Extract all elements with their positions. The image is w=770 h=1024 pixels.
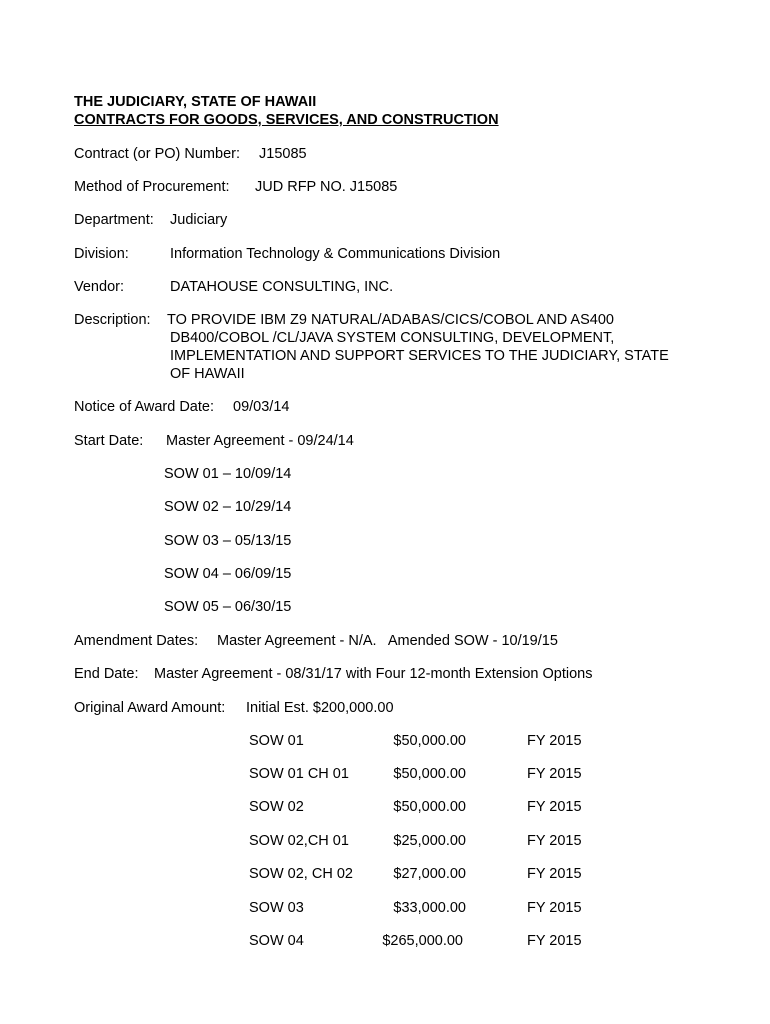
award-item: SOW 02,CH 01	[249, 833, 349, 849]
award-amount: $50,000.00	[393, 766, 466, 782]
start-date-sow: SOW 01 – 10/09/14	[164, 466, 292, 482]
procurement-method-label: Method of Procurement:	[74, 179, 230, 195]
amendment-dates-label: Amendment Dates:	[74, 633, 199, 649]
vendor-label: Vendor:	[74, 279, 124, 295]
document-subtitle: CONTRACTS FOR GOODS, SERVICES, AND CONSTRUCTION	[74, 112, 499, 128]
award-fiscal-year: FY 2015	[527, 900, 582, 916]
award-fiscal-year: FY 2015	[527, 933, 582, 949]
end-date-label: End Date:	[74, 666, 139, 682]
description-line: DB400/COBOL /CL/JAVA SYSTEM CONSULTING, DEVELOPMENT,	[170, 330, 615, 346]
award-fiscal-year: FY 2015	[527, 733, 582, 749]
award-item: SOW 02	[249, 799, 304, 815]
department-label: Department:	[74, 212, 154, 228]
department-value: Judiciary	[170, 212, 228, 228]
notice-of-award-value: 09/03/14	[233, 399, 290, 415]
contract-number-label: Contract (or PO) Number:	[74, 146, 240, 162]
description-text	[167, 311, 707, 383]
start-date-sow: SOW 05 – 06/30/15	[164, 599, 292, 615]
award-amount: $25,000.00	[393, 833, 466, 849]
award-amount: $50,000.00	[393, 799, 466, 815]
award-amount: $33,000.00	[393, 900, 466, 916]
description-line: TO PROVIDE IBM Z9 NATURAL/ADABAS/CICS/COBOL AND AS400	[167, 312, 614, 328]
description-line: OF HAWAII	[170, 366, 245, 382]
award-item: SOW 03	[249, 900, 304, 916]
award-item: SOW 01 CH 01	[249, 766, 349, 782]
original-award-value: Initial Est. $200,000.00	[246, 700, 394, 716]
amendment-dates-value: Master Agreement - N/A. Amended SOW - 10/19/15	[217, 633, 558, 649]
award-fiscal-year: FY 2015	[527, 766, 582, 782]
description-line: IMPLEMENTATION AND SUPPORT SERVICES TO THE JUDICIARY, STATE	[170, 348, 669, 364]
award-fiscal-year: FY 2015	[527, 866, 582, 882]
start-date-sow: SOW 03 – 05/13/15	[164, 533, 292, 549]
division-value: Information Technology & Communications Division	[170, 246, 501, 262]
award-amount: $27,000.00	[393, 866, 466, 882]
award-amount: $265,000.00	[382, 933, 463, 949]
vendor-value: DATAHOUSE CONSULTING, INC.	[170, 279, 394, 295]
start-date-sow: SOW 04 – 06/09/15	[164, 566, 292, 582]
award-item: SOW 04	[249, 933, 304, 949]
award-item: SOW 01	[249, 733, 304, 749]
end-date-value: Master Agreement - 08/31/17 with Four 12-month Extension Options	[154, 666, 593, 682]
description-label: Description:	[74, 312, 151, 328]
award-amount: $50,000.00	[393, 733, 466, 749]
award-item: SOW 02, CH 02	[249, 866, 353, 882]
start-date-sow: SOW 02 – 10/29/14	[164, 499, 292, 515]
notice-of-award-label: Notice of Award Date:	[74, 399, 214, 415]
division-label: Division:	[74, 246, 129, 262]
contract-number-value: J15085	[259, 146, 307, 162]
procurement-method-value: JUD RFP NO. J15085	[255, 179, 398, 195]
start-date-label: Start Date:	[74, 433, 144, 449]
start-date-master: Master Agreement - 09/24/14	[166, 433, 354, 449]
document-title: THE JUDICIARY, STATE OF HAWAII	[74, 94, 317, 110]
award-fiscal-year: FY 2015	[527, 799, 582, 815]
original-award-label: Original Award Amount:	[74, 700, 226, 716]
award-fiscal-year: FY 2015	[527, 833, 582, 849]
